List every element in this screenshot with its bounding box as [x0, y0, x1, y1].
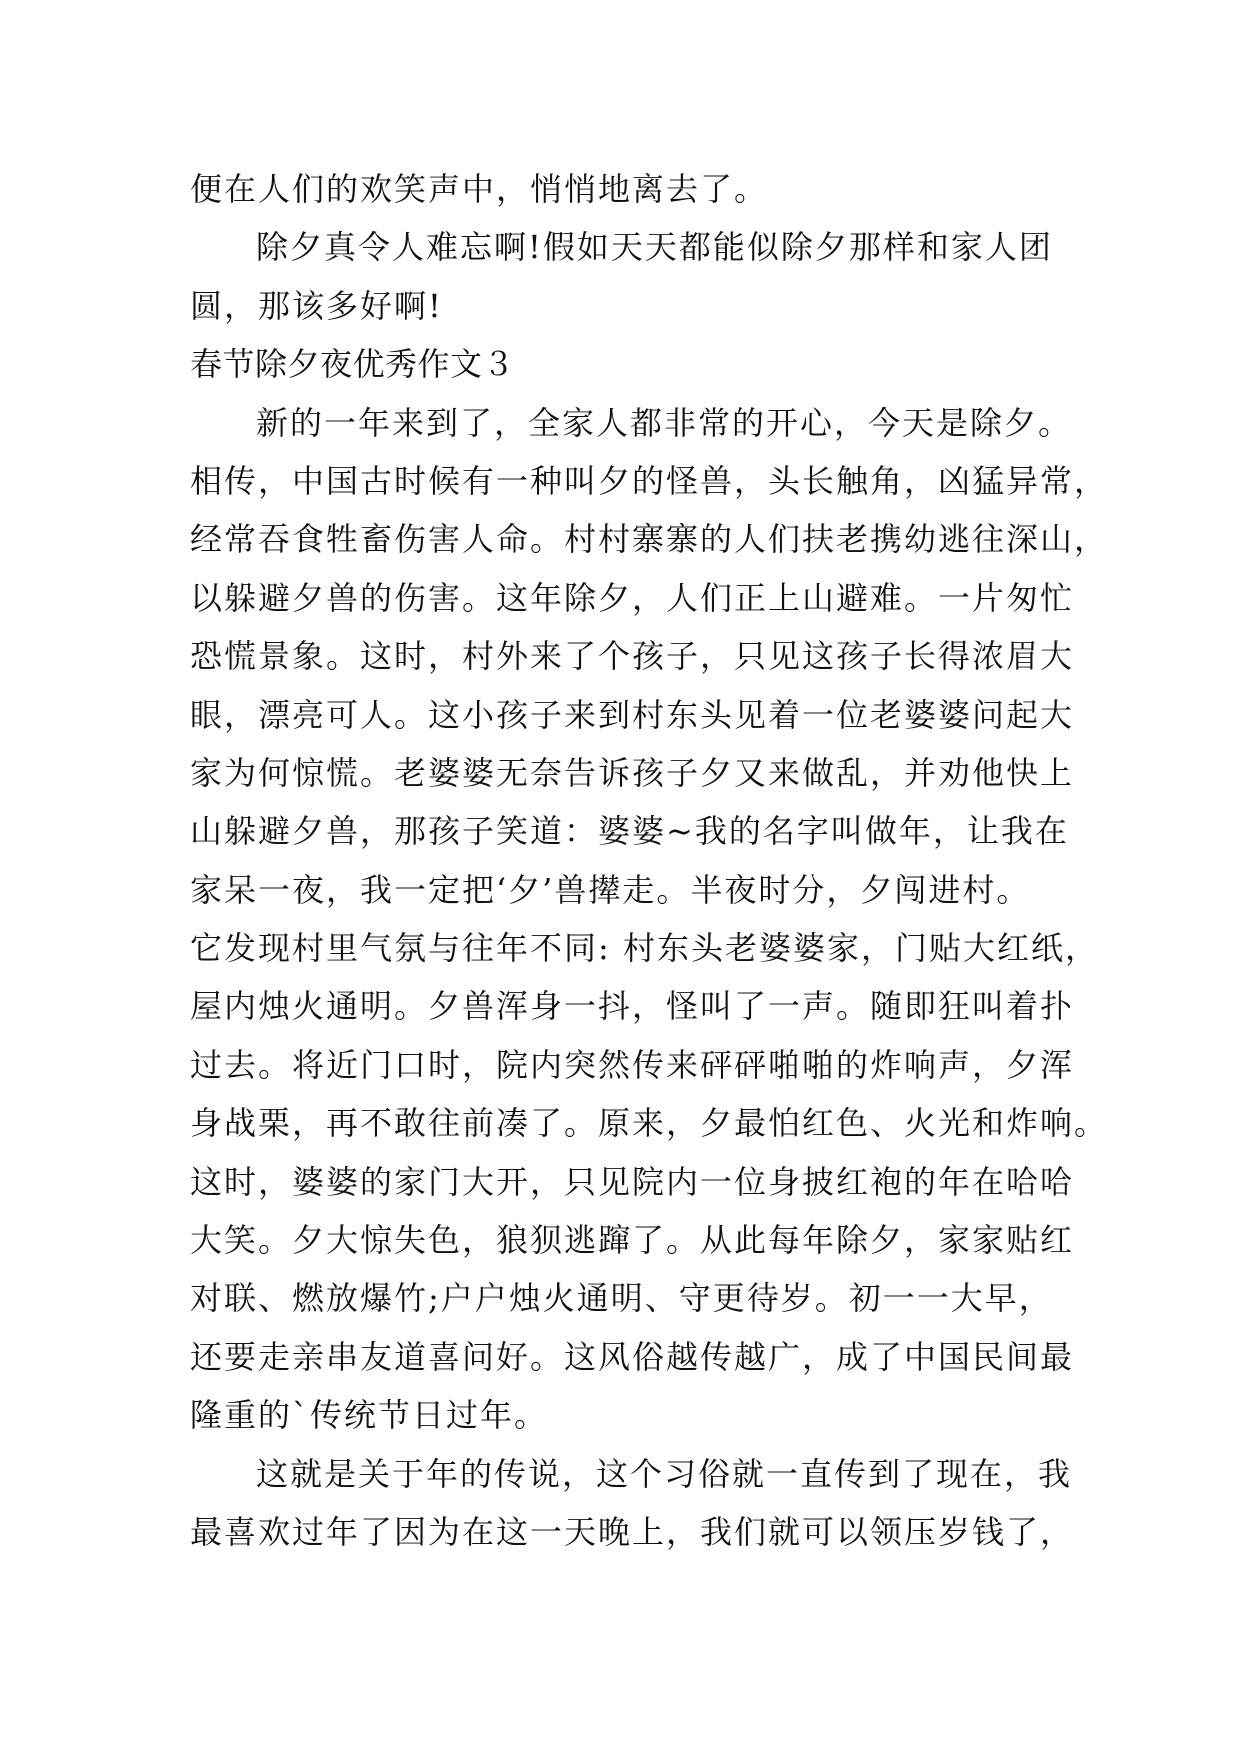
text-line: 过去。将近门口时，院内突然传来砰砰啪啪的炸响声，夕浑: [190, 1045, 1075, 1084]
paragraph: [190, 1445, 1075, 1562]
paragraph: [190, 218, 1060, 335]
text-line: 相传，中国古时候有一种叫夕的怪兽，头长触角，凶猛异常，: [190, 461, 1109, 500]
text-line: 它发现村里气氛与往年不同: 村东头老婆婆家，门贴大红纸，: [190, 929, 1099, 968]
text-line: 隆重的`传统节日过年。: [190, 1396, 549, 1435]
text-line: 这时，婆婆的家门大开，只见院内一位身披红袍的年在哈哈: [190, 1162, 1075, 1201]
document-body: [190, 160, 1109, 1561]
text-line: 以躲避夕兽的伤害。这年除夕，人们正上山避难。一片匆忙: [190, 578, 1075, 617]
text-line: 恐慌景象。这时，村外来了个孩子，只见这孩子长得浓眉大: [190, 637, 1075, 676]
section-heading: [190, 335, 1060, 393]
paragraph: [190, 394, 1109, 1445]
text-line: 便在人们的欢笑声中，悄悄地离去了。: [190, 170, 769, 208]
text-line: 对联、燃放爆竹;户户烛火通明、守更待岁。初一一大早，: [190, 1279, 1053, 1318]
text-line: 还要走亲串友道喜问好。这风俗越传越广，成了中国民间最: [190, 1337, 1075, 1376]
text-line: 新的一年来到了，全家人都非常的开心，今天是除夕。: [256, 403, 1073, 442]
text-line: 家呆一夜，我一定把‘夕’兽撵走。半夜时分，夕闯进村。: [190, 870, 1031, 909]
text-line: 屋内烛火通明。夕兽浑身一抖，怪叫了一声。随即狂叫着扑: [190, 987, 1075, 1026]
text-line: 圆，那该多好啊!: [190, 286, 443, 325]
text-line: 身战栗，再不敢往前凑了。原来，夕最怕红色、火光和炸响。: [190, 1104, 1109, 1143]
text-line: 家为何惊慌。老婆婆无奈告诉孩子夕又来做乱，并劝他快上: [190, 753, 1075, 792]
paragraph: [190, 160, 1060, 218]
text-line: 最喜欢过年了因为在这一天晚上，我们就可以领压岁钱了，: [190, 1512, 1075, 1551]
text-line: 除夕真令人难忘啊!假如天天都能似除夕那样和家人团: [256, 228, 1053, 267]
text-line: 这就是关于年的传说，这个习俗就一直传到了现在，我: [256, 1454, 1073, 1493]
text-line: 经常吞食牲畜伤害人命。村村寨寨的人们扶老携幼逃往深山，: [190, 520, 1109, 559]
text-line: 山躲避夕兽，那孩子笑道：婆婆~我的名字叫做年，让我在: [190, 812, 1069, 851]
text-line: 眼，漂亮可人。这小孩子来到村东头见着一位老婆婆问起大: [190, 695, 1075, 734]
heading-text: 春节除夕夜优秀作文３: [190, 345, 516, 384]
text-line: 大笑。夕大惊失色，狼狈逃蹿了。从此每年除夕，家家贴红: [190, 1221, 1075, 1260]
